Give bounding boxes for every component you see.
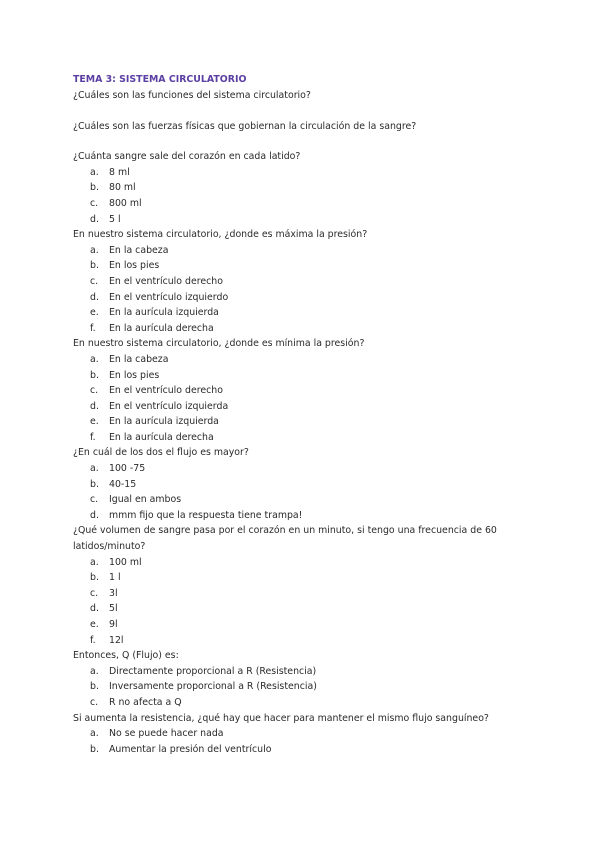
option-label: c. — [90, 696, 99, 708]
option-label: a. — [90, 728, 99, 740]
option-label: c. — [90, 494, 99, 506]
question-3-options — [73, 165, 543, 227]
option-label: b. — [90, 743, 99, 755]
question-1: ¿Cuáles son las funciones del sistema circulatorio? — [73, 90, 311, 101]
option-label: b. — [90, 369, 99, 381]
option-item — [73, 742, 543, 758]
option-item — [73, 679, 543, 695]
option-label: f. — [90, 322, 96, 334]
option-item — [73, 570, 543, 586]
option-item — [73, 383, 543, 399]
option-text: 8 ml — [109, 166, 130, 178]
question-6-options — [73, 461, 543, 523]
option-label: c. — [90, 587, 99, 599]
option-label: e. — [90, 619, 99, 630]
option-text: Inversamente proporcional a R (Resistencia) — [109, 681, 317, 693]
option-text: En la cabeza — [109, 353, 169, 365]
option-item — [73, 305, 543, 321]
option-text: 100 -75 — [109, 463, 146, 475]
option-item — [73, 165, 543, 181]
option-item — [73, 212, 543, 228]
option-item — [73, 555, 543, 571]
option-label: f. — [90, 634, 96, 646]
option-item — [73, 601, 543, 617]
question-9: Si aumenta la resistencia, ¿qué hay que hacer para mantener el mismo flujo sanguíneo? — [73, 712, 489, 724]
option-label: a. — [90, 353, 99, 365]
option-item — [73, 368, 543, 384]
option-item — [73, 726, 543, 742]
option-text: En la cabeza — [109, 244, 169, 256]
option-text: R no afecta a Q — [109, 696, 182, 708]
question-2: ¿Cuáles son las fuerzas físicas que gobiernan la circulación de la sangre? — [73, 120, 417, 132]
question-8: Entonces, Q (Flujo) es: — [73, 650, 179, 662]
option-text: 800 ml — [109, 197, 142, 209]
question-7-options — [73, 555, 543, 649]
option-text: Aumentar la presión del ventrículo — [109, 743, 272, 755]
option-label: b. — [90, 478, 99, 490]
option-text: En la aurícula izquierda — [109, 307, 219, 319]
option-text: 40-15 — [109, 478, 137, 490]
option-text: Igual en ambos — [109, 494, 182, 506]
option-label: e. — [90, 416, 99, 428]
option-label: c. — [90, 197, 99, 209]
option-item — [73, 695, 543, 711]
option-item — [73, 508, 543, 524]
question-4-options — [73, 243, 543, 337]
option-text: En el ventrículo derecho — [109, 275, 223, 287]
question-6: ¿En cuál de los dos el flujo es mayor? — [73, 447, 249, 459]
option-label: a. — [90, 244, 99, 256]
option-text: Directamente proporcional a R (Resistencia) — [109, 665, 317, 677]
option-item — [73, 492, 543, 508]
option-label: d. — [90, 400, 99, 412]
option-text: En los pies — [109, 260, 160, 272]
option-item — [73, 617, 543, 633]
option-text: En el ventrículo izquierda — [109, 400, 229, 412]
option-text: 5l — [109, 603, 118, 615]
option-item — [73, 243, 543, 259]
option-item — [73, 586, 543, 602]
option-text: En los pies — [109, 369, 160, 381]
option-text: 5 l — [109, 213, 121, 225]
option-label: c. — [90, 275, 99, 287]
option-label: a. — [90, 556, 99, 568]
question-5-options — [73, 352, 543, 446]
document-page — [73, 72, 543, 757]
question-9-options — [73, 726, 543, 757]
option-label: c. — [90, 385, 99, 397]
question-5: En nuestro sistema circulatorio, ¿donde es mínima la presión? — [73, 338, 365, 350]
question-8-options — [73, 664, 543, 711]
option-label: a. — [90, 665, 99, 677]
option-label: b. — [90, 260, 99, 272]
page-title: TEMA 3: SISTEMA CIRCULATORIO — [73, 74, 247, 85]
option-text: No se puede hacer nada — [109, 728, 224, 740]
option-label: f. — [90, 431, 96, 443]
option-item — [73, 399, 543, 415]
option-item — [73, 664, 543, 680]
option-label: d. — [90, 509, 99, 521]
option-label: b. — [90, 681, 99, 693]
option-text: 12l — [109, 634, 124, 646]
option-item — [73, 290, 543, 306]
option-item — [73, 633, 543, 649]
option-item — [73, 196, 543, 212]
question-3: ¿Cuánta sangre sale del corazón en cada latido? — [73, 151, 301, 163]
option-item — [73, 430, 543, 446]
option-text: 1 l — [109, 572, 121, 584]
option-label: d. — [90, 603, 99, 615]
option-text: En el ventrículo derecho — [109, 385, 223, 397]
option-item — [73, 321, 543, 337]
option-item — [73, 258, 543, 274]
option-text: 80 ml — [109, 182, 136, 194]
option-text: En la aurícula izquierda — [109, 416, 219, 428]
question-7: ¿Qué volumen de sangre pasa por el corazón en un minuto, si tengo una frecuencia de 60 latidos/minuto? — [73, 525, 497, 553]
option-item — [73, 414, 543, 430]
option-label: d. — [90, 213, 99, 225]
question-4: En nuestro sistema circulatorio, ¿donde es máxima la presión? — [73, 229, 368, 241]
option-text: 3l — [109, 587, 118, 599]
option-text: 100 ml — [109, 556, 142, 568]
option-label: b. — [90, 572, 99, 584]
option-item — [73, 180, 543, 196]
option-text: En la aurícula derecha — [109, 431, 214, 443]
option-item — [73, 352, 543, 368]
option-label: a. — [90, 166, 99, 178]
option-label: d. — [90, 291, 99, 303]
option-text: 9l — [109, 619, 118, 630]
option-item — [73, 477, 543, 493]
option-label: e. — [90, 307, 99, 319]
option-label: b. — [90, 182, 99, 194]
option-label: a. — [90, 463, 99, 475]
option-text: En la aurícula derecha — [109, 322, 214, 334]
option-text: mmm fijo que la respuesta tiene trampa! — [109, 509, 303, 521]
option-item — [73, 461, 543, 477]
option-item — [73, 274, 543, 290]
option-text: En el ventrículo izquierdo — [109, 291, 229, 303]
